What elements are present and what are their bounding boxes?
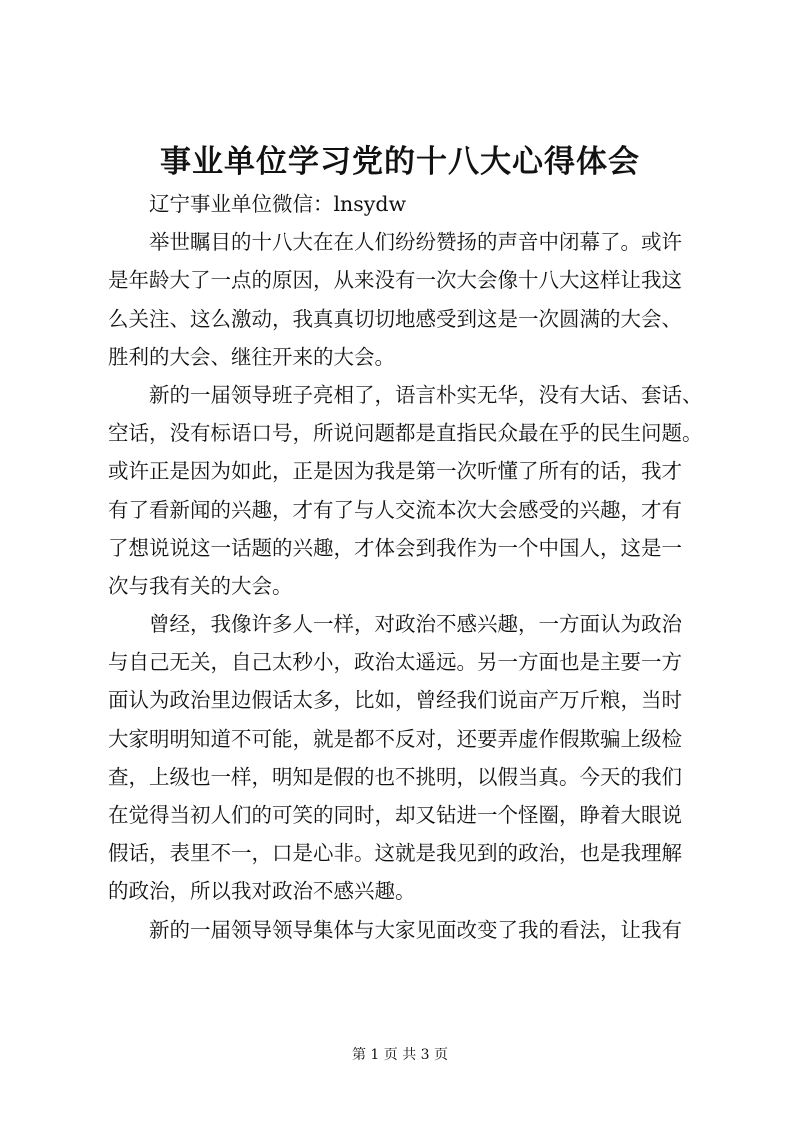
text-line: 举世瞩目的十八大在在人们纷纷赞扬的声音中闭幕了。或许 [149, 230, 682, 255]
text-line: 新的一届领导领导集体与大家见面改变了我的看法，让我有 [149, 917, 682, 942]
text-line: 面认为政治里边假话太多，比如，曾经我们说亩产万斤粮，当时 [108, 688, 682, 713]
text-line: 次与我有关的大会。 [108, 573, 293, 598]
text-line: 是年龄大了一点的原因，从来没有一次大会像十八大这样让我这 [108, 268, 682, 293]
text-line: 新的一届领导班子亮相了，语言朴实无华，没有大话、套话、 [149, 382, 703, 407]
text-line: 或许正是因为如此，正是因为我是第一次听懂了所有的话，我才 [108, 459, 682, 484]
text-line: 的政治，所以我对政治不感兴趣。 [108, 879, 416, 904]
text-line: 空话，没有标语口号，所说问题都是直指民众最在乎的民生问题。 [108, 421, 703, 446]
text-line: 与自己无关，自己太秒小，政治太遥远。另一方面也是主要一方 [108, 650, 682, 675]
text-line: 么关注、这么激动，我真真切切地感受到这是一次圆满的大会、 [108, 306, 682, 331]
text-line: 胜利的大会、继往开来的大会。 [108, 344, 395, 369]
text-line: 有了看新闻的兴趣，才有了与人交流本次大会感受的兴趣，才有 [108, 497, 682, 522]
text-line: 假话，表里不一，口是心非。这就是我见到的政治，也是我理解 [108, 841, 682, 866]
text-line: 在觉得当初人们的可笑的同时，却又钻进一个怪圈，睁着大眼说 [108, 803, 682, 827]
text-line: 查，上级也一样，明知是假的也不挑明，以假当真。今天的我们 [108, 764, 682, 789]
page-footer: 第 1 页 共 3 页 [351, 1047, 449, 1063]
text-line: 了想说说这一话题的兴趣，才体会到我作为一个中国人，这是一 [108, 535, 682, 560]
text-line: 辽宁事业单位微信：lnsydw [149, 192, 407, 216]
document-body [108, 185, 708, 949]
document-title: 事业单位学习党的十八大心得体会 [160, 144, 640, 180]
text-line: 曾经，我像许多人一样，对政治不感兴趣，一方面认为政治 [149, 612, 682, 637]
text-line: 大家明明知道不可能，就是都不反对，还要弄虚作假欺骗上级检 [108, 726, 682, 751]
